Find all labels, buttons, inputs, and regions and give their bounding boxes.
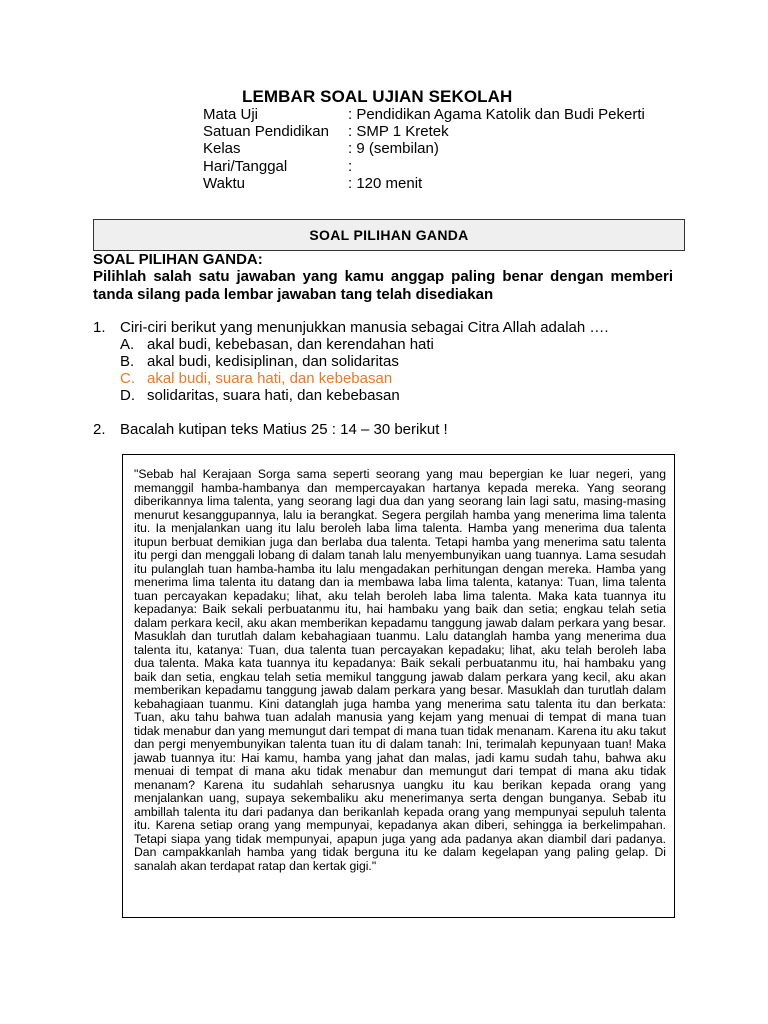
info-row-subject <box>203 106 645 123</box>
info-value: : 120 menit <box>348 174 423 192</box>
info-label: Satuan Pendidikan <box>203 123 329 141</box>
info-value: : Pendidikan Agama Katolik dan Budi Pekerti <box>348 106 645 123</box>
option-letter: B. <box>120 353 135 370</box>
info-label: Waktu <box>203 174 245 192</box>
option-d <box>120 387 609 404</box>
option-text: akal budi, kedisiplinan, dan solidaritas <box>147 353 399 370</box>
option-text: akal budi, kebebasan, dan kerendahan hati <box>147 336 434 353</box>
option-c-correct <box>120 370 609 387</box>
info-label: Mata Uji <box>203 106 259 123</box>
scripture-quote-text: "Sebab hal Kerajaan Sorga sama seperti seorang yang mau bepergian ke luar negeri, yang memanggil hamba-hambanya dan mempercayakan hartanya kepada mereka. Yang seorang diberikannya lima talenta, yang seorang lagi dua dan yang seorang lain lagi satu, masing-masing menurut kesanggupannya, lalu ia berangkat. Segera pergilah hamba yang menerima lima talenta itu. Ia menjalankan uang itu lalu beroleh laba lima talenta. Hamba yang menerima dua talenta itupun berbuat demikian juga dan berlaba dua talenta. Tetapi hamba yang menerima satu talenta itu pergi dan menggali lobang di dalam tanah lalu menyembunyikan uang tuannya. Lama sesudah itu pulanglah tuan hamba-hamba itu lalu mengadakan perhitungan dengan mereka. Hamba yang menerima lima talenta itu datang dan ia membawa laba lima talenta, katanya: Tuan, lima talenta tuan percayakan kepadaku; lihat, aku telah beroleh laba lima talenta. Maka kata tuannya itu kepadanya: Baik sekali perbuatanmu itu, hai hambaku yang baik dan setia; engkau telah setia dalam perkara kecil, aku akan memberikan kepadamu tanggung jawab dalam perkara yang besar. Masuklah dan turutlah dalam kebahagiaan tuanmu. Lalu datanglah hamba yang menerima dua talenta itu, katanya: Tuan, dua talenta tuan percayakan kepadaku; lihat, aku telah beroleh laba dua talenta. Maka kata tuannya itu kepadanya: Baik sekali perbuatanmu itu, hai hambaku yang baik dan setia, engkau telah setia memikul tanggung jawab dalam perkara yang kecil, aku akan memberikan kepadamu tanggung jawab dalam perkara yang besar. Masuklah dan turutlah dalam kebahagiaan tuanmu. Kini datanglah juga hamba yang menerima satu talenta itu dan berkata: Tuan, aku tahu bahwa tuan adalah manusia yang kejam yang menuai di tempat di mana tuan tidak menabur dan yang memungut dari tempat di mana tuan tidak menanam. Karena itu aku takut dan pergi menyembunyikan talenta tuan itu di dalam tanah: Ini, terimalah kepunyaan tuan! Maka jawab tuannya itu: Hai kamu, hamba yang jahat dan malas, jadi kamu sudah tahu, bahwa aku menuai di tempat di mana aku tidak menabur dan memungut dari tempat di mana aku tidak menanam? Karena itu sudahlah seharusnya uangku itu kau berikan kepada orang yang menjalankan uang, supaya sekembaliku aku menerimanya serta dengan bunganya. Sebab itu ambillah talenta itu dari padanya dan berikanlah kepada orang yang mempunyai sepuluh talenta itu. Karena setiap orang yang mempunyai, kepadanya akan diberi, sehingga ia berkelimpahan. Tetapi siapa yang tidak mempunyai, apapun juga yang ada padanya akan diambil dari padanya. Dan campakkanlah hamba yang tidak berguna itu ke dalam kegelapan yang paling gelap. Di sanalah akan terdapat ratap dan kertak gigi." <box>134 467 666 873</box>
info-row-school <box>203 123 645 140</box>
question-text: Ciri-ciri berikut yang menunjukkan manusia sebagai Citra Allah adalah …. <box>120 319 609 336</box>
option-text: solidaritas, suara hati, dan kebebasan <box>147 387 400 404</box>
option-letter: C. <box>120 370 135 387</box>
exam-info <box>203 106 645 192</box>
section-heading: SOAL PILIHAN GANDA: <box>93 251 263 268</box>
info-value: : SMP 1 Kretek <box>348 123 449 141</box>
page-title: LEMBAR SOAL UJIAN SEKOLAH <box>242 87 513 106</box>
option-letter: A. <box>120 336 135 353</box>
options-list <box>120 336 609 404</box>
option-letter: D. <box>120 387 135 404</box>
option-b <box>120 353 609 370</box>
info-row-time <box>203 175 645 192</box>
info-label: Hari/Tanggal <box>203 157 288 175</box>
question-1 <box>93 319 609 404</box>
instruction-text: Pilihlah salah satu jawaban yang kamu anggap paling benar dengan memberi tanda silang pada lembar jawaban tang telah disediakan <box>93 268 673 303</box>
info-value: : 9 (sembilan) <box>348 140 439 158</box>
section-title-box: SOAL PILIHAN GANDA <box>93 219 685 251</box>
question-number: 1. <box>93 319 106 336</box>
question-row <box>93 319 609 336</box>
scripture-quote-box <box>122 454 675 918</box>
info-row-date <box>203 158 645 175</box>
question-row <box>93 421 448 438</box>
info-label: Kelas <box>203 140 241 158</box>
option-a <box>120 336 609 353</box>
option-text: akal budi, suara hati, dan kebebasan <box>147 370 393 387</box>
question-text: Bacalah kutipan teks Matius 25 : 14 – 30 berikut ! <box>120 421 448 438</box>
question-2 <box>93 421 448 438</box>
question-number: 2. <box>93 421 106 438</box>
info-row-class <box>203 140 645 157</box>
info-value: : <box>348 157 353 175</box>
